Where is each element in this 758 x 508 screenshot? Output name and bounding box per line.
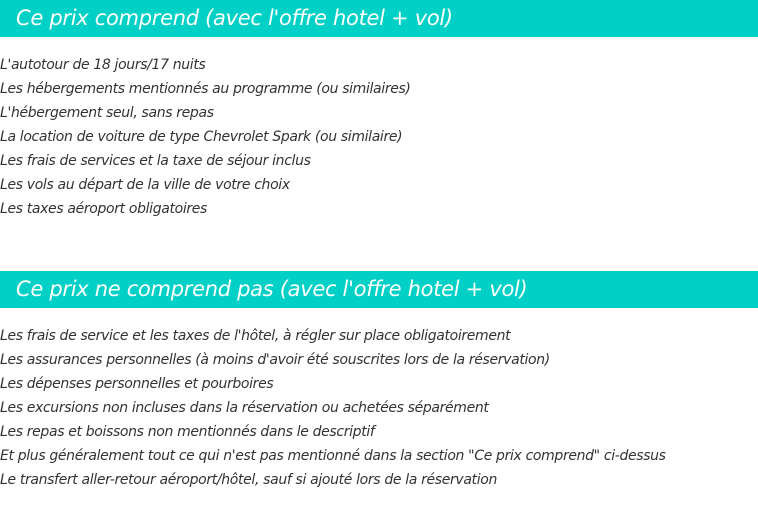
- includes-list-item: La location de voiture de type Chevrolet Spark (ou similaire): [0, 129, 403, 145]
- excludes-section-title: Ce prix ne comprend pas (avec l'offre hotel + vol): [0, 271, 758, 308]
- excludes-list-item: Les assurances personnelles (à moins d'avoir été souscrites lors de la réservation): [0, 352, 550, 368]
- excludes-list-item: Les dépenses personnelles et pourboires: [0, 376, 274, 392]
- excludes-list-item: Les repas et boissons non mentionnés dans le descriptif: [0, 424, 375, 440]
- includes-list-item: Les frais de services et la taxe de séjour inclus: [0, 153, 311, 169]
- excludes-list-item: Et plus généralement tout ce qui n'est pas mentionné dans la section "Ce prix comprend" ci-dessus: [0, 448, 666, 464]
- excludes-list-item: Les excursions non incluses dans la réservation ou achetées séparément: [0, 400, 489, 416]
- includes-list-item: Les vols au départ de la ville de votre choix: [0, 177, 290, 193]
- includes-section-title: Ce prix comprend (avec l'offre hotel + vol): [0, 0, 758, 37]
- excludes-list-item: Les frais de service et les taxes de l'hôtel, à régler sur place obligatoirement: [0, 328, 511, 344]
- excludes-list: [0, 324, 666, 492]
- includes-list-item: Les taxes aéroport obligatoires: [0, 201, 207, 217]
- includes-list-item: L'hébergement seul, sans repas: [0, 105, 214, 121]
- includes-list: [0, 53, 411, 221]
- includes-list-item: Les hébergements mentionnés au programme (ou similaires): [0, 81, 411, 97]
- excludes-list-item: Le transfert aller-retour aéroport/hôtel, sauf si ajouté lors de la réservation: [0, 472, 497, 488]
- includes-list-item: L'autotour de 18 jours/17 nuits: [0, 57, 206, 73]
